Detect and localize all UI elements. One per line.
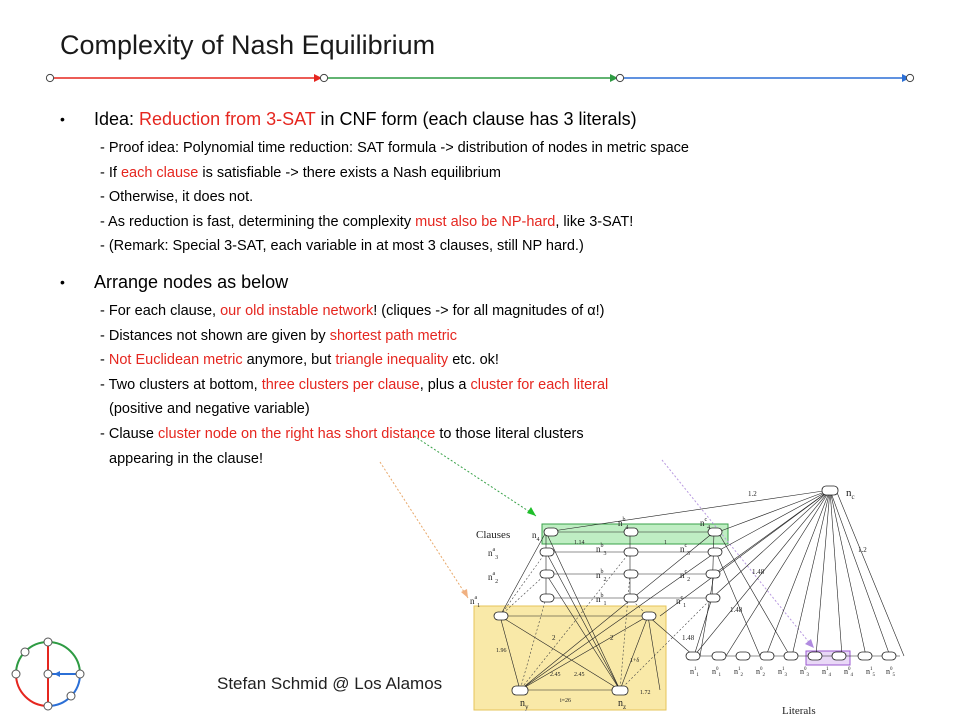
label-lit-3: $n^1_2$ [734,667,743,678]
sub-text: anymore, but [242,352,336,369]
sub-text: ! (cliques -> for all magnitudes of α!) [373,302,605,319]
node-nc [822,486,838,495]
node-lit-7 [832,652,846,660]
label-lit-9: $n^1_5$ [866,667,875,678]
label-ny: $n_y$ [520,698,529,711]
label-clauses: Clauses [476,529,511,541]
node-top-1 [544,528,558,536]
edge-label: 1.14 [574,540,585,546]
node-lit-8 [858,652,872,660]
sub-text: - [100,352,109,369]
label-row3-2: $n^b_2$ [596,569,607,583]
sub-text: is satisfiable -> there exists a Nash equilibrium [198,164,501,181]
guide-arrowhead-purple [805,639,814,648]
edge-label: 1+δ [630,658,640,664]
sub-text: (positive and negative variable) [109,401,310,418]
edge-label: 1.2 [858,546,867,554]
slide-title: Complexity of Nash Equilibrium [60,30,436,60]
network-logo-icon [10,634,90,714]
sub-highlight: three clusters per clause [261,376,420,393]
bullet-text: Idea: [94,109,140,129]
sub-highlight: shortest path metric [329,327,458,344]
node-row3-2 [624,570,638,578]
sub-text: - For each clause, [100,302,221,319]
node-ny [512,686,528,695]
label-row3-3: $n^c_2$ [680,569,691,583]
edge-label: 2 [610,634,614,642]
label-row4-2: $n^b_1$ [596,593,607,607]
label-lit-1: $n^1_1$ [690,667,699,678]
label-row4-1: $n^a_1$ [470,595,481,609]
label-lit-5: $n^1_3$ [778,667,787,678]
sub-highlight: each clause [120,164,199,181]
sub-highlight: cluster for each literal [470,376,609,393]
sub-text: - Otherwise, it does not. [100,189,254,206]
node-lit-5 [784,652,798,660]
node-lit-2 [712,652,726,660]
node-row3-3 [706,570,720,578]
sub-highlight: triangle inequality [335,352,449,369]
edge-label: 2 [552,634,556,642]
label-nc: $n_c$ [846,487,855,501]
edge-label: 1.96 [496,648,507,654]
bullet-text: in CNF form (each clause has 3 literals) [315,109,637,129]
label-lit-8: $n^0_4$ [844,667,853,678]
node-lit-4 [760,652,774,660]
sub-highlight: must also be NP-hard [415,213,556,230]
label-lit-10: $n^0_5$ [886,667,895,678]
sub-text: - Proof idea: Polynomial time reduction: SAT formula -> distribution of nodes in metric space [100,140,689,156]
label-nz: $n_z$ [618,698,627,711]
sub-text: etc. ok! [448,352,499,369]
node-row4-3 [706,594,720,602]
node-yellow-left [494,612,508,620]
node-row4-1 [540,594,554,602]
node-row3-1 [540,570,554,578]
label-lit-6: $n^0_3$ [800,667,809,678]
edge-label: 2.45 [574,672,585,678]
sub-text: - (Remark: Special 3-SAT, each variable in at most 3 clauses, still NP hard.) [100,238,584,255]
node-lit-3 [736,652,750,660]
sub-highlight: cluster node on the right has short distance [158,425,436,442]
edge-label: 1.48 [730,606,743,614]
sub-highlight: our old instable network [220,302,374,319]
sub-text: to those literal clusters [435,425,584,442]
footer-text: Stefan Schmid @ Los Alamos [217,674,443,693]
sub-text: - Distances not shown are given by [100,327,330,344]
edge-label: 1.2 [748,490,757,498]
node-row2-1 [540,548,554,556]
footer-overlap-mask [455,672,471,698]
guide-arrow-purple [662,460,812,646]
sub-text: - If [100,164,121,181]
label-top-3: $n^c_4$ [700,517,711,531]
edge-label: i=26 [560,698,572,704]
label-lit-7: $n^1_4$ [822,667,831,678]
label-row2-2: $n^b_3$ [596,543,607,557]
sub-text: - As reduction is fast, determining the complexity [100,213,416,230]
label-lit-4: $n^0_2$ [756,667,765,678]
sub-text: - Two clusters at bottom, [100,376,262,393]
guide-arrow-green [414,436,536,516]
sub-highlight: Not Euclidean metric [108,352,243,369]
label-row3-1: $n^a_2$ [488,571,499,585]
bullet-dot-icon: • [60,111,65,127]
node-row2-3 [708,548,722,556]
bullet-text: Arrange nodes as below [94,271,289,292]
bullet-highlight: Reduction from 3-SAT [139,109,316,129]
label-literals: Literals [782,705,816,717]
edge-label: 1 [664,540,667,546]
bullet-dot-icon: • [60,273,65,290]
node-lit-1 [686,652,700,660]
node-lit-9 [882,652,896,660]
node-nz [612,686,628,695]
node-row2-2 [624,548,638,556]
sub-text: , plus a [419,376,471,393]
edge-label: 2.45 [550,672,561,678]
sub-text: , like 3-SAT! [555,213,634,230]
sub-text: appearing in the clause! [109,450,263,467]
node-row4-2 [624,594,638,602]
edge-label: 1.72 [640,690,651,696]
label-row2-1: $n^a_3$ [488,547,499,561]
edge-label: 1.48 [752,568,765,576]
label-top-2: $n^b_4$ [618,517,629,531]
sub-text: - Clause [100,425,159,442]
label-top-1: $n_4$ [532,530,540,543]
edge-label: 1.48 [682,634,695,642]
label-row4-3: $n^c_1$ [676,595,687,609]
label-row2-3: $n^c_3$ [680,543,691,557]
guide-arrow-orange [380,462,468,598]
guide-arrowhead-orange [461,589,468,598]
guide-arrowhead-green [527,507,536,516]
label-lit-2: $n^0_1$ [712,667,721,678]
node-yellow-right [642,612,656,620]
node-lit-6 [808,652,822,660]
